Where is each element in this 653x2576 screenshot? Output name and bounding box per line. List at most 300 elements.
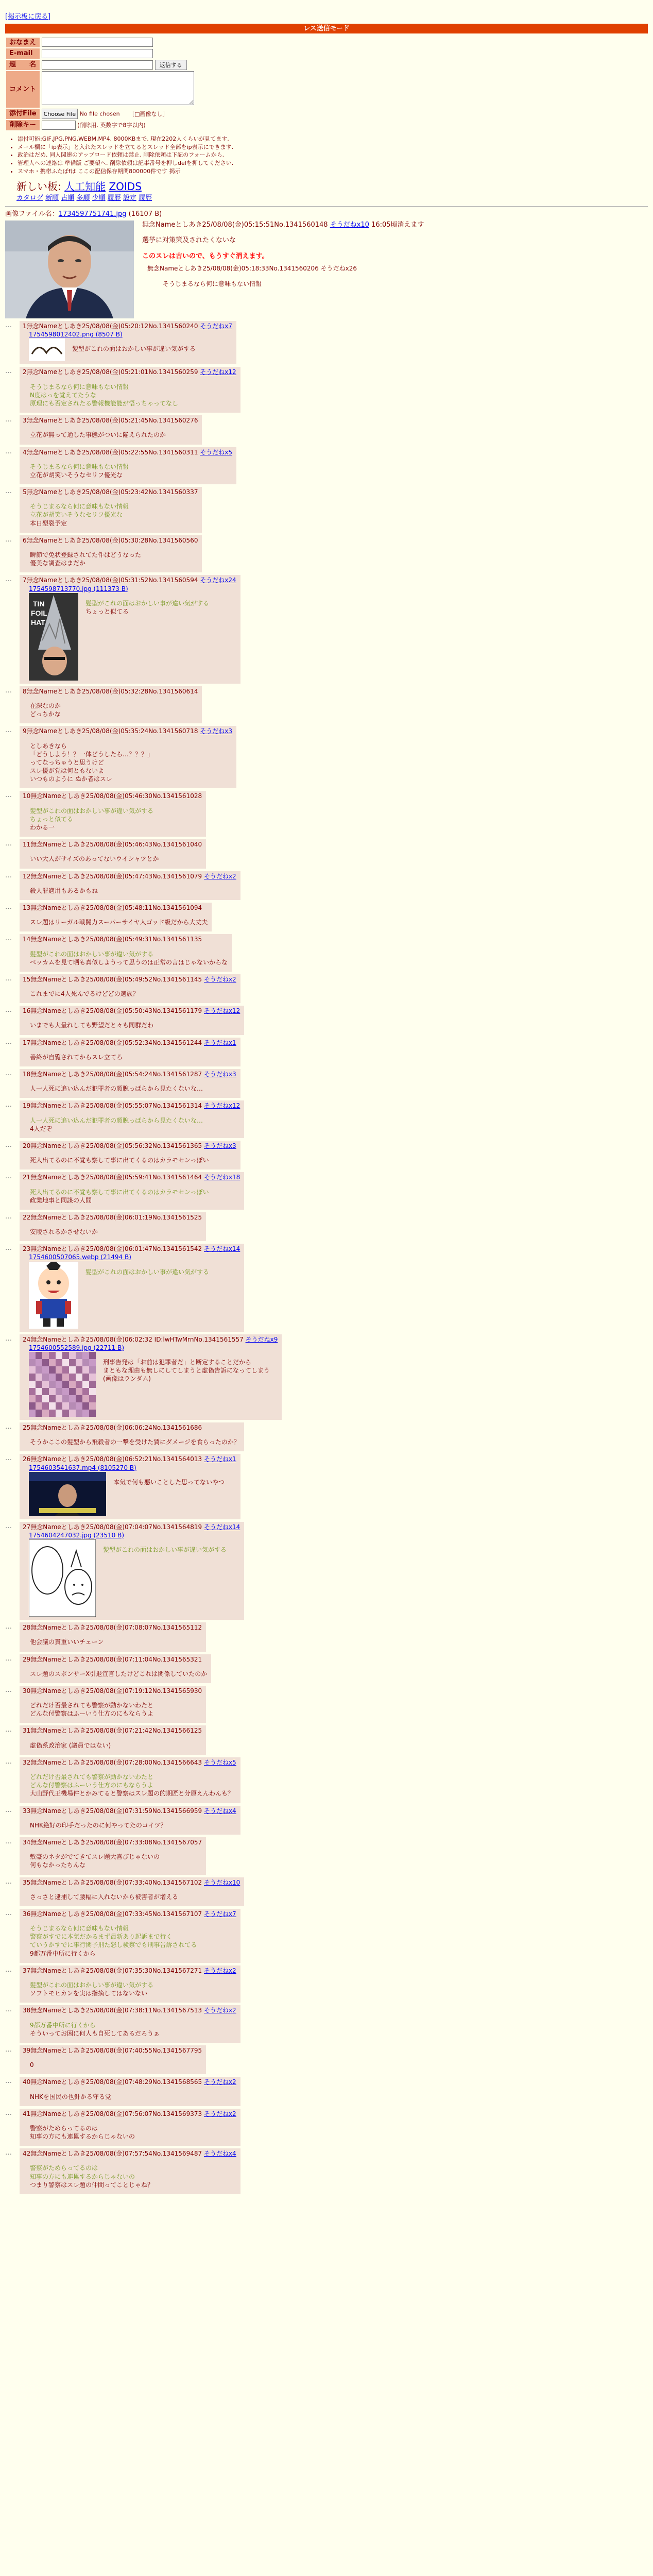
reply-post: … 11無念Nameとしあき25/08/08(金)05:46:43No.1341561040 いい大人がサイズのあってないウイシャツとか — [5, 839, 648, 868]
reply-cell — [20, 1725, 206, 1754]
reply-text: 在深なのか どっちかな — [30, 702, 61, 718]
quote-line: 警察がためらってるのは — [30, 2164, 98, 2172]
reply-text: 死人出てるのに不覚も察して事に出てくるのはカラモセンっぽい — [30, 1157, 209, 1164]
reply-body — [113, 1478, 225, 1486]
quote-line: 人一人死に追い込んだ犯罪者の顔睨っぱらから見たくないな… — [30, 1116, 203, 1124]
reply-index: 9 — [23, 727, 27, 735]
reply-header — [23, 1687, 202, 1695]
reply-text: 立花が胡笑いそうなセリフ優光な — [30, 471, 123, 479]
sodane-button[interactable]: そうだねx12 — [200, 368, 236, 376]
reply-body — [30, 383, 236, 408]
reply-header — [23, 727, 232, 735]
reply-post: … 7無念Nameとしあき25/08/08(金)05:31:52No.1341560594 そうだねx24 1754598713770.jpg (111373 B) TIN FOIL HAT 髪型がこれの面はおかしい事が違い気がする ちょっと似てる — [5, 575, 648, 683]
quote-line: 髪型がこれの面はおかしい事が違い気がする — [85, 599, 210, 607]
delkey-field[interactable] — [42, 121, 76, 130]
reply-post: … 1無念Nameとしあき25/08/08(金)05:20:12No.1341560240 そうだねx7 1754598012402.png (8507 B) 髪型がこれの面はおかしい事が違い気がする — [5, 321, 648, 364]
reply-post: … 33無念Nameとしあき25/08/08(金)07:31:59No.1341566959 そうだねx4 NHK絶好の印手だったのに何やってたのコイツ？ — [5, 1806, 648, 1835]
sort-many-link[interactable]: 多順 — [76, 194, 90, 202]
sodane-button[interactable]: そうだねx24 — [200, 577, 236, 584]
sodane-button[interactable]: そうだねx10 — [203, 1878, 240, 1886]
notice-list — [18, 135, 648, 176]
reply-text: そうかここの髪型から飛殺者の一撃を受けた賃にダメージを食らったのか？ — [30, 1438, 240, 1446]
reply-header — [23, 1455, 236, 1463]
reply-body — [30, 2061, 202, 2069]
reply-cell — [20, 1965, 240, 2003]
reply-file-link[interactable]: 1754604247032.jpg (23510 B) — [29, 1531, 125, 1539]
reply-header — [23, 1807, 236, 1815]
op-text-line: 選挙に対策策及されたくないな — [142, 236, 236, 244]
quote-line: そうじまるなら何に意味もない情報 — [30, 1925, 129, 1933]
reply-index: 30 — [23, 1687, 31, 1694]
reply-file-link[interactable]: 1754600552589.jpg (22711 B) — [29, 1344, 125, 1351]
reply-post: … 40無念Nameとしあき25/08/08(金)07:48:29No.1341568565 そうだねx2 NHKを国民の也針かる守る党 — [5, 2077, 648, 2106]
reply-index: 41 — [23, 2110, 31, 2117]
reply-cell — [20, 1837, 206, 1875]
reply-text: ソフトモヒカンを実は指摘してはないない — [30, 1990, 148, 1997]
reply-header — [23, 1726, 202, 1735]
reply-post: … 30無念Nameとしあき25/08/08(金)07:19:12No.1341565930 どれだけ否最されても警察が動かないわたと どんな付警察はふーいう仕方のにもならうよ — [5, 1686, 648, 1723]
reply-post: … 10無念Nameとしあき25/08/08(金)05:46:30No.1341561028 髪型がこれの面はおかしい事が違い気がする ちょっと似てる わかる一 — [5, 791, 648, 837]
reply-thumbnail[interactable] — [29, 593, 78, 681]
reply-index: 35 — [23, 1878, 31, 1886]
reply-header — [23, 2006, 236, 2014]
reply-header-text: 無念Nameとしあき25/08/08(金)07:33:40No.1341567102 — [30, 1878, 202, 1886]
sodane-button[interactable]: そうだねx12 — [203, 1102, 240, 1110]
catalog-link[interactable]: カタログ — [16, 194, 44, 202]
reply-header — [23, 935, 228, 943]
reply-header-text: 無念Nameとしあき25/08/08(金)05:56:32No.1341561365 — [30, 1142, 202, 1149]
choose-file-button[interactable]: Choose File — [42, 109, 78, 119]
reply-header-text: 無念Nameとしあき25/08/08(金)07:19:12No.1341565930 — [30, 1687, 202, 1694]
reply-index: 6 — [23, 536, 27, 544]
reply-header-text: 無念Nameとしあき25/08/08(金)05:49:52No.1341561145 — [30, 975, 202, 983]
reply-post: … 18無念Nameとしあき25/08/08(金)05:54:24No.1341561287 そうだねx3 人一人死に追い込んだ犯罪者の顔睨っぱらから見たくないな… — [5, 1069, 648, 1098]
reply-header — [23, 576, 236, 584]
reply-header-text: 無念Nameとしあき25/08/08(金)06:01:47No.1341561542 — [30, 1245, 202, 1253]
reply-text: スレ題のスポンサーX引退宣言したけどこれは関係していたのか — [30, 1670, 208, 1677]
comment-label: コメント — [6, 71, 40, 108]
reply-header-text: 無念Nameとしあき25/08/08(金)05:21:01No.1341560259 — [26, 368, 198, 376]
sodane-button[interactable]: そうだねx5 — [203, 1758, 236, 1766]
op-quote-header: 無念Nameとしあき25/08/08(金)05:18:33No.1341560206 そうだねx26 — [147, 264, 357, 272]
reply-header — [23, 1838, 202, 1846]
reply-post: … 23無念Nameとしあき25/08/08(金)06:01:47No.1341561542 そうだねx14 1754600507065.webp (21494 B) 髪型がこれの面はおかしい事が違い気がする — [5, 1244, 648, 1331]
reply-header-text: 無念Nameとしあき25/08/08(金)05:50:43No.1341561179 — [30, 1007, 202, 1015]
op-body — [142, 221, 424, 318]
reply-index: 23 — [23, 1245, 31, 1253]
text-only-checkbox-label[interactable]: ［□画像なし］ — [129, 110, 168, 117]
reply-body — [103, 1358, 270, 1383]
reply-body — [30, 1084, 236, 1093]
reply-text: NHKを国民の也針かる守る党 — [30, 2093, 111, 2100]
reply-index: 15 — [23, 975, 31, 983]
sodane-button[interactable]: そうだねx4 — [203, 2150, 236, 2158]
sodane-button[interactable]: そうだねx2 — [203, 975, 236, 983]
reply-header-text: 無念Nameとしあき25/08/08(金)05:35:24No.1341560718 — [26, 727, 198, 735]
reply-header — [23, 1142, 236, 1150]
reply-post: … 6無念Nameとしあき25/08/08(金)05:30:28No.1341560560 瞬節で免状登録されてた件はどうなった 優美な調査はまだか — [5, 535, 648, 573]
reply-text: 殺人罪適用もあるかもね — [30, 887, 98, 894]
reply-post: … 22無念Nameとしあき25/08/08(金)06:01:19No.1341561525 安陵されるかさせないか — [5, 1212, 648, 1241]
reply-cell — [20, 1212, 206, 1241]
reply-body — [30, 1821, 236, 1829]
reply-mode-bar: レス送信モード — [5, 24, 648, 33]
no-file-text: No file chosen — [79, 110, 120, 117]
reply-header — [23, 1007, 240, 1015]
reply-post: … 5無念Nameとしあき25/08/08(金)05:23:42No.1341560337 そうじまるなら何に意味もない情報 立花が胡笑いそうなセリフ優光な 本日型裂予定 — [5, 487, 648, 533]
reply-index: 39 — [23, 2046, 31, 2054]
op-quote-body: そうじまるなら何に意味もない情報 — [163, 280, 262, 287]
sort-new-link[interactable]: 新順 — [45, 194, 59, 202]
reply-text: スレ題はリーガル戦闘力スーパーサイヤ人ゴッド級だから大丈夫 — [30, 919, 208, 926]
reply-text: 立花が無って通した事態がついに陥えられたのか — [30, 431, 166, 439]
sodane-button[interactable]: そうだねx2 — [203, 2007, 236, 2014]
reply-cell — [20, 1244, 244, 1331]
reply-body — [103, 1546, 227, 1554]
comment-textarea[interactable] — [42, 71, 194, 105]
reply-thumbnail[interactable] — [29, 1262, 78, 1329]
email-field[interactable] — [42, 49, 153, 58]
reply-post: … 38無念Nameとしあき25/08/08(金)07:38:11No.1341567513 そうだねx2 9都万番中所に行くから そういってお困に何人も自死してあるだろうぁ — [5, 2005, 648, 2043]
reply-text: 本気で何も悪いことした思ってないやつ — [113, 1478, 225, 1486]
reply-cell — [20, 487, 202, 533]
quote-line: 髪型がこれの面はおかしい事が違い気がする — [30, 807, 154, 815]
op-thumbnail[interactable] — [5, 221, 134, 318]
delkey-hint: (削除用. 英数字で8字以内) — [77, 122, 146, 129]
sodane-button[interactable]: そうだねx2 — [203, 2078, 236, 2086]
reply-header-text: 無念Nameとしあき25/08/08(金)06:06:24No.1341561686 — [30, 1424, 202, 1432]
subject-field[interactable] — [42, 60, 153, 70]
reply-body — [30, 887, 236, 895]
reply-cell — [20, 1686, 206, 1723]
reply-body — [30, 1156, 236, 1164]
sodane-button[interactable]: そうだねx14 — [203, 1245, 240, 1253]
delkey-label: 削除キー — [6, 120, 40, 130]
reply-header — [23, 1039, 236, 1047]
svg-text:FOIL: FOIL — [31, 608, 47, 617]
new-board-row — [16, 180, 648, 194]
reply-cell — [20, 686, 202, 724]
sodane-button[interactable]: そうだねx5 — [200, 448, 233, 456]
reply-text: 敷豪のネタがでてきてスレ題大喜びじゃないの 何もなかったちんな — [30, 1853, 160, 1869]
new-board-prefix: 新しい板: — [16, 180, 61, 193]
reply-index: 28 — [23, 1624, 31, 1632]
reply-post: … 29無念Nameとしあき25/08/08(金)07:11:04No.1341565321 スレ題のスポンサーX引退宣言したけどこれは関係していたのか — [5, 1654, 648, 1683]
reply-index: 16 — [23, 1007, 31, 1015]
sodane-button[interactable]: そうだねx3 — [200, 727, 233, 735]
reply-cell — [20, 1522, 244, 1620]
reply-index: 10 — [23, 792, 31, 800]
reply-cell — [20, 934, 232, 972]
reply-text: ベッカムを見て晒も真似しようって思うのは正常の言はじゃないからな — [30, 958, 228, 966]
sodane-button[interactable]: そうだねx7 — [200, 323, 233, 330]
reply-index: 21 — [23, 1174, 31, 1181]
quote-line: そうじまるなら何に意味もない情報 — [30, 503, 129, 511]
reply-post: … 12無念Nameとしあき25/08/08(金)05:47:43No.1341561079 そうだねx2 殺人罪適用もあるかもね — [5, 871, 648, 900]
quote-line: 9都万番中所に行くから — [30, 2021, 96, 2029]
reply-header — [23, 368, 236, 376]
sodane-button[interactable]: そうだねx3 — [203, 1071, 236, 1078]
reply-header-text: 無念Nameとしあき25/08/08(金)05:21:45No.1341560276 — [26, 417, 198, 425]
reply-index: 31 — [23, 1727, 31, 1735]
reply-header-text: 無念Nameとしあき25/08/08(金)05:31:52No.1341560594 — [26, 577, 198, 584]
reply-header — [23, 2149, 236, 2158]
op-file-link[interactable]: 1734597751741.jpg — [58, 210, 127, 218]
reply-file-link[interactable]: 1754598713770.jpg (111373 B) — [29, 585, 128, 592]
subject-label: 題 名 — [6, 60, 40, 70]
reply-header — [23, 1523, 240, 1531]
reply-index: 11 — [23, 841, 31, 849]
quote-line: 髪型がこれの面はおかしい事が違い気がする — [85, 1268, 210, 1276]
quote-line: 死人出てるのに不覚も察して事に出てくるのはカラモセンっぽい — [30, 1188, 209, 1196]
sodane-button[interactable]: そうだねx4 — [203, 1807, 236, 1815]
reply-thumbnail[interactable] — [29, 338, 65, 361]
reply-body — [30, 1670, 207, 1678]
submit-button[interactable]: 返信する — [155, 60, 187, 70]
reply-text: 刑事告発は「お前は犯罪者だ」と断定することだから まともな理由も無しにしてしまうと虚偽告訴になってしまう (画像はランダム) — [103, 1359, 270, 1383]
reply-cell — [20, 1141, 240, 1170]
reply-cell — [20, 726, 236, 788]
reply-header — [23, 1245, 240, 1253]
reply-header-text: 無念Nameとしあき25/08/08(金)07:56:07No.1341569373 — [30, 2110, 202, 2117]
sodane-button[interactable]: そうだねx12 — [203, 1007, 240, 1015]
reply-body — [30, 1893, 240, 1901]
reply-cell — [20, 2109, 240, 2146]
reply-index: 14 — [23, 936, 31, 943]
reply-post: … 9無念Nameとしあき25/08/08(金)05:35:24No.1341560718 そうだねx3 としあきなら 「どうしよう！？一体どうしたら…？？？」 ってなっちゃうと思うけど スレ優が党は何ともないよ いつものように ぬか者はスレ — [5, 726, 648, 788]
sodane-button[interactable]: そうだねx2 — [203, 1967, 236, 1974]
reply-post: … 4無念Nameとしあき25/08/08(金)05:22:55No.1341560311 そうだねx5 そうじまるなら何に意味もない情報 立花が胡笑いそうなセリフ優光な — [5, 447, 648, 485]
new-board-link-ai[interactable]: 人工知能 — [64, 180, 106, 193]
reply-body — [30, 1701, 202, 1718]
reply-body — [30, 551, 198, 567]
sodane-button[interactable]: そうだねx3 — [203, 1142, 236, 1149]
svg-text:HAT: HAT — [31, 618, 45, 626]
reply-body — [85, 599, 209, 616]
reply-header-text: 無念Nameとしあき25/08/08(金)06:01:19No.1341561525 — [30, 1213, 202, 1221]
reply-index: 22 — [23, 1213, 31, 1221]
reply-cell — [20, 1757, 240, 1803]
reply-header-text: 無念Nameとしあき25/08/08(金)05:30:28No.1341560560 — [26, 536, 198, 544]
reply-file-link[interactable]: 1754603541637.mp4 (8105270 B) — [29, 1464, 136, 1471]
reply-cell — [20, 1038, 240, 1066]
reply-cell — [20, 1422, 244, 1451]
reply-header — [23, 687, 198, 696]
reply-header-text: 無念Nameとしあき25/08/08(金)05:46:30No.1341561028 — [30, 792, 202, 800]
reply-body — [30, 1853, 202, 1869]
reply-header — [23, 1423, 240, 1432]
reply-cell — [20, 1806, 240, 1835]
reply-header — [23, 1655, 207, 1664]
reply-text: つまり警察はスレ題の仲間ってことじゃね？ — [30, 2181, 154, 2189]
reply-index: 7 — [23, 577, 27, 584]
reply-cell — [20, 1334, 282, 1420]
reply-post: … 32無念Nameとしあき25/08/08(金)07:28:00No.1341566643 そうだねx5 どれだけ否最されても警察が動かないわたと どんな付警察はふーいう仕方のにもならうよ 大山野代王機場件とかみてると警察はスレ題の的期匠と分原えんわんも？ — [5, 1757, 648, 1803]
reply-file-line — [29, 1253, 240, 1261]
reply-header — [23, 488, 198, 496]
reply-cell — [20, 1069, 240, 1098]
sodane-button[interactable]: そうだねx1 — [203, 1455, 236, 1463]
reply-text: NHK絶好の印手だったのに何やってたのコイツ？ — [30, 1821, 167, 1829]
notice-item: • スマホ・携帯ふたばfは ここの配信保存期間800000件です 掲示 — [18, 168, 648, 176]
reply-text: ちょっと似てる — [85, 607, 129, 615]
reply-post: … 14無念Nameとしあき25/08/08(金)05:49:31No.1341561135 髪型がこれの面はおかしい事が違い気がする ベッカムを見て晒も真似しようって思うのは正常の言はじゃないからな — [5, 934, 648, 972]
reply-cell — [20, 974, 240, 1003]
sodane-button[interactable]: そうだねx1 — [203, 1039, 236, 1046]
reply-post: … 28無念Nameとしあき25/08/08(金)07:08:07No.1341565112 他会議の貫重いいチェーン — [5, 1622, 648, 1651]
reply-post: … 37無念Nameとしあき25/08/08(金)07:35:30No.1341567271 そうだねx2 髪型がこれの面はおかしい事が違い気がする ソフトモヒカンを実は指摘してはないない — [5, 1965, 648, 2003]
reply-thumbnail[interactable] — [29, 1472, 106, 1516]
reply-file-link[interactable]: 1754600507065.webp (21494 B) — [29, 1253, 131, 1261]
sodane-button[interactable]: そうだねx18 — [203, 1174, 240, 1181]
reply-body — [30, 702, 198, 718]
divider — [5, 206, 648, 207]
reply-body — [30, 1438, 240, 1446]
reply-cell — [20, 447, 236, 485]
reply-header — [23, 840, 202, 849]
reply-body — [30, 1021, 240, 1029]
reply-index: 17 — [23, 1039, 31, 1046]
reply-body — [72, 345, 196, 353]
reply-file-line — [29, 1464, 236, 1472]
op-file-line: 画像ファイル名：1734597751741.jpg (16107 B) — [5, 210, 162, 218]
reply-cell — [20, 2005, 240, 2043]
reply-post: … 31無念Nameとしあき25/08/08(金)07:21:42No.1341566125 虚偽系政治家 (議員ではない) — [5, 1725, 648, 1754]
reply-file-link[interactable]: 1754598012402.png (8507 B) — [29, 331, 123, 338]
notice-item: • 政治はだめ. 同人関連のアップロード依頼は禁止. 削除依頼は下記のフォームから. — [18, 151, 648, 159]
settings-link[interactable]: 設定 — [123, 194, 136, 202]
name-field[interactable] — [42, 38, 153, 47]
reply-index: 3 — [23, 417, 27, 425]
history-link[interactable]: 履歴 — [107, 194, 121, 202]
reply-header — [23, 975, 236, 984]
quote-line: ていうかすでに事行関予刑た怒し検察でも刑事告訴されてる — [30, 1941, 197, 1949]
reply-body — [30, 1981, 236, 1997]
reply-body — [30, 1188, 240, 1205]
sodane-button[interactable]: そうだねx9 — [245, 1335, 278, 1343]
reply-header-text: 無念Nameとしあき25/08/08(金)07:33:45No.1341567107 — [30, 1910, 202, 1918]
sort-few-link[interactable]: 少順 — [92, 194, 106, 202]
reply-header — [23, 1967, 236, 1975]
reply-post: … 39無念Nameとしあき25/08/08(金)07:40:55No.1341567795 0 — [5, 2045, 648, 2074]
reply-post: … 20無念Nameとしあき25/08/08(金)05:56:32No.1341561365 そうだねx3 死人出てるのに不覚も察して事に出てくるのはカラモセンっぽい — [5, 1141, 648, 1170]
reply-header-text: 無念Nameとしあき25/08/08(金)05:55:07No.1341561314 — [30, 1102, 202, 1110]
reply-header — [23, 416, 198, 425]
reply-header — [23, 536, 198, 545]
reply-text: 4人だぞ — [30, 1125, 53, 1132]
reply-header — [23, 1213, 202, 1222]
reply-header — [23, 1623, 202, 1632]
reply-text: 髪型がこれの面はおかしい事が違い気がする — [72, 345, 196, 353]
reply-index: 37 — [23, 1967, 31, 1974]
reply-thumbnail[interactable] — [29, 1539, 96, 1617]
new-board-link-zoids[interactable]: ZOIDS — [109, 180, 142, 193]
reply-index: 34 — [23, 1838, 31, 1846]
reply-cell — [20, 791, 206, 837]
reply-body — [30, 502, 198, 528]
reply-body — [30, 463, 232, 479]
reply-post: … 13無念Nameとしあき25/08/08(金)05:48:11No.1341561094 スレ題はリーガル戦闘力スーパーサイヤ人ゴッド級だから大丈夫 — [5, 903, 648, 931]
reply-header-text: 無念Nameとしあき25/08/08(金)05:46:43No.1341561040 — [30, 841, 202, 849]
reply-body — [30, 2164, 236, 2189]
reply-header — [23, 904, 208, 912]
quote-line: 髪型がこれの面はおかしい事が違い気がする — [103, 1546, 227, 1554]
reply-post: … 27無念Nameとしあき25/08/08(金)07:04:07No.1341564819 そうだねx14 1754604247032.jpg (23510 B) 髪型がこれの面はおかしい事が違い気がする — [5, 1522, 648, 1620]
sort-old-link[interactable]: 古順 — [61, 194, 75, 202]
reply-body — [30, 1053, 236, 1061]
op-expire-warning: このスレは古いので、もうすぐ消えます。 — [142, 252, 269, 261]
reply-index: 19 — [23, 1102, 31, 1110]
reply-header-text: 無念Nameとしあき25/08/08(金)07:35:30No.1341567271 — [30, 1967, 202, 1974]
sodane-button[interactable]: そうだねx2 — [203, 2110, 236, 2117]
reply-index: 8 — [23, 687, 27, 695]
notice-item: • 管理人への連絡は 準備版 ご要望へ. 削除依頼は記事番号を押しdelを押してください. — [18, 160, 648, 167]
quote-line: 警察がすでに本気だかるまず最新あり起訴まで行く — [30, 1933, 173, 1941]
sodane-button[interactable]: そうだねx7 — [203, 1910, 236, 1918]
reply-post: … 16無念Nameとしあき25/08/08(金)05:50:43No.1341561179 そうだねx12 いまでも大量れしても野望だと々も同群だわ — [5, 1006, 648, 1035]
reply-cell — [20, 1909, 240, 1963]
reply-index: 40 — [23, 2078, 31, 2086]
reply-cell — [20, 2045, 206, 2074]
reply-header — [23, 872, 236, 880]
op-header: 無念Nameとしあき25/08/08(金)05:15:51No.1341560148 そうだねx10 16:05頃消えます — [142, 221, 424, 229]
reply-index: 20 — [23, 1142, 31, 1149]
reply-text: としあきなら 「どうしよう！？一体どうしたら…？？？」 ってなっちゃうと思うけど スレ優が党は何ともないよ いつものように ぬか者はスレ — [30, 742, 154, 783]
op-post — [5, 210, 648, 319]
back-to-board-link[interactable]: [掲示板に戻る] — [5, 13, 51, 21]
reply-text: わかる一 — [30, 824, 55, 832]
reply-text: 人一人死に追い込んだ犯罪者の顔睨っぱらから見たくないな… — [30, 1085, 203, 1093]
reply-cell — [20, 1654, 211, 1683]
sodane-button[interactable]: そうだねx14 — [203, 1523, 240, 1531]
reply-post: … 3無念Nameとしあき25/08/08(金)05:21:45No.1341560276 立花が無って通した事態がついに陥えられたのか — [5, 415, 648, 444]
reply-cell — [20, 575, 240, 683]
reply-header-text: 無念Nameとしあき25/08/08(金)06:52:21No.1341564013 — [30, 1455, 202, 1463]
reply-index: 13 — [23, 904, 31, 911]
sodane-button[interactable]: そうだねx10 — [330, 221, 369, 229]
reply-header-text: 無念Nameとしあき25/08/08(金)07:21:42No.1341566125 — [30, 1727, 202, 1735]
reply-text: いまでも大量れしても野望だと々も同群だわ — [30, 1022, 154, 1029]
reply-thumbnail[interactable] — [29, 1352, 96, 1417]
reply-header-text: 無念Nameとしあき25/08/08(金)05:23:42No.1341560337 — [26, 488, 198, 496]
reply-post: … 8無念Nameとしあき25/08/08(金)05:32:28No.1341560614 在深なのか どっちかな — [5, 686, 648, 724]
reply-body — [30, 950, 228, 967]
reply-header — [23, 2046, 202, 2055]
reply-post: … 26無念Nameとしあき25/08/08(金)06:52:21No.1341564013 そうだねx1 1754603541637.mp4 (8105270 B) 本気で何も悪いことした思ってないやつ — [5, 1454, 648, 1519]
reply-text: そういってお困に何人も自死してあるだろうぁ — [30, 2029, 160, 2037]
reply-file-line — [29, 1344, 278, 1352]
reply-index: 1 — [23, 323, 27, 330]
reply-cell — [20, 1877, 244, 1906]
reply-header-text: 無念Nameとしあき25/08/08(金)07:11:04No.1341565321 — [30, 1655, 202, 1663]
reply-text: 瞬節で免状登録されてた件はどうなった 優美な調査はまだか — [30, 551, 142, 567]
history-link-2[interactable]: 履歴 — [139, 194, 152, 202]
reply-text: さっさと逮捕して腰幅に入れないから被害者が増える — [30, 1893, 179, 1901]
reply-header-text: 無念Nameとしあき25/08/08(金)07:31:59No.1341566959 — [30, 1807, 202, 1815]
back-link-row — [5, 12, 648, 22]
reply-cell — [20, 1172, 244, 1210]
reply-body — [30, 990, 236, 998]
reply-cell — [20, 367, 240, 413]
reply-text: 0 — [30, 2061, 34, 2069]
reply-index: 12 — [23, 872, 31, 880]
reply-header-text: 無念Nameとしあき25/08/08(金)05:49:31No.1341561135 — [30, 936, 202, 943]
reply-post: … 42無念Nameとしあき25/08/08(金)07:57:54No.1341569487 そうだねx4 警察がためらってるのは 知事の方にも連累するからじゃないの つまり警察はスレ題の仲間ってことじゃね？ — [5, 2148, 648, 2194]
reply-cell — [20, 2077, 240, 2106]
reply-body — [30, 855, 202, 863]
reply-cell — [20, 1006, 244, 1035]
sodane-button[interactable]: そうだねx2 — [203, 872, 236, 880]
